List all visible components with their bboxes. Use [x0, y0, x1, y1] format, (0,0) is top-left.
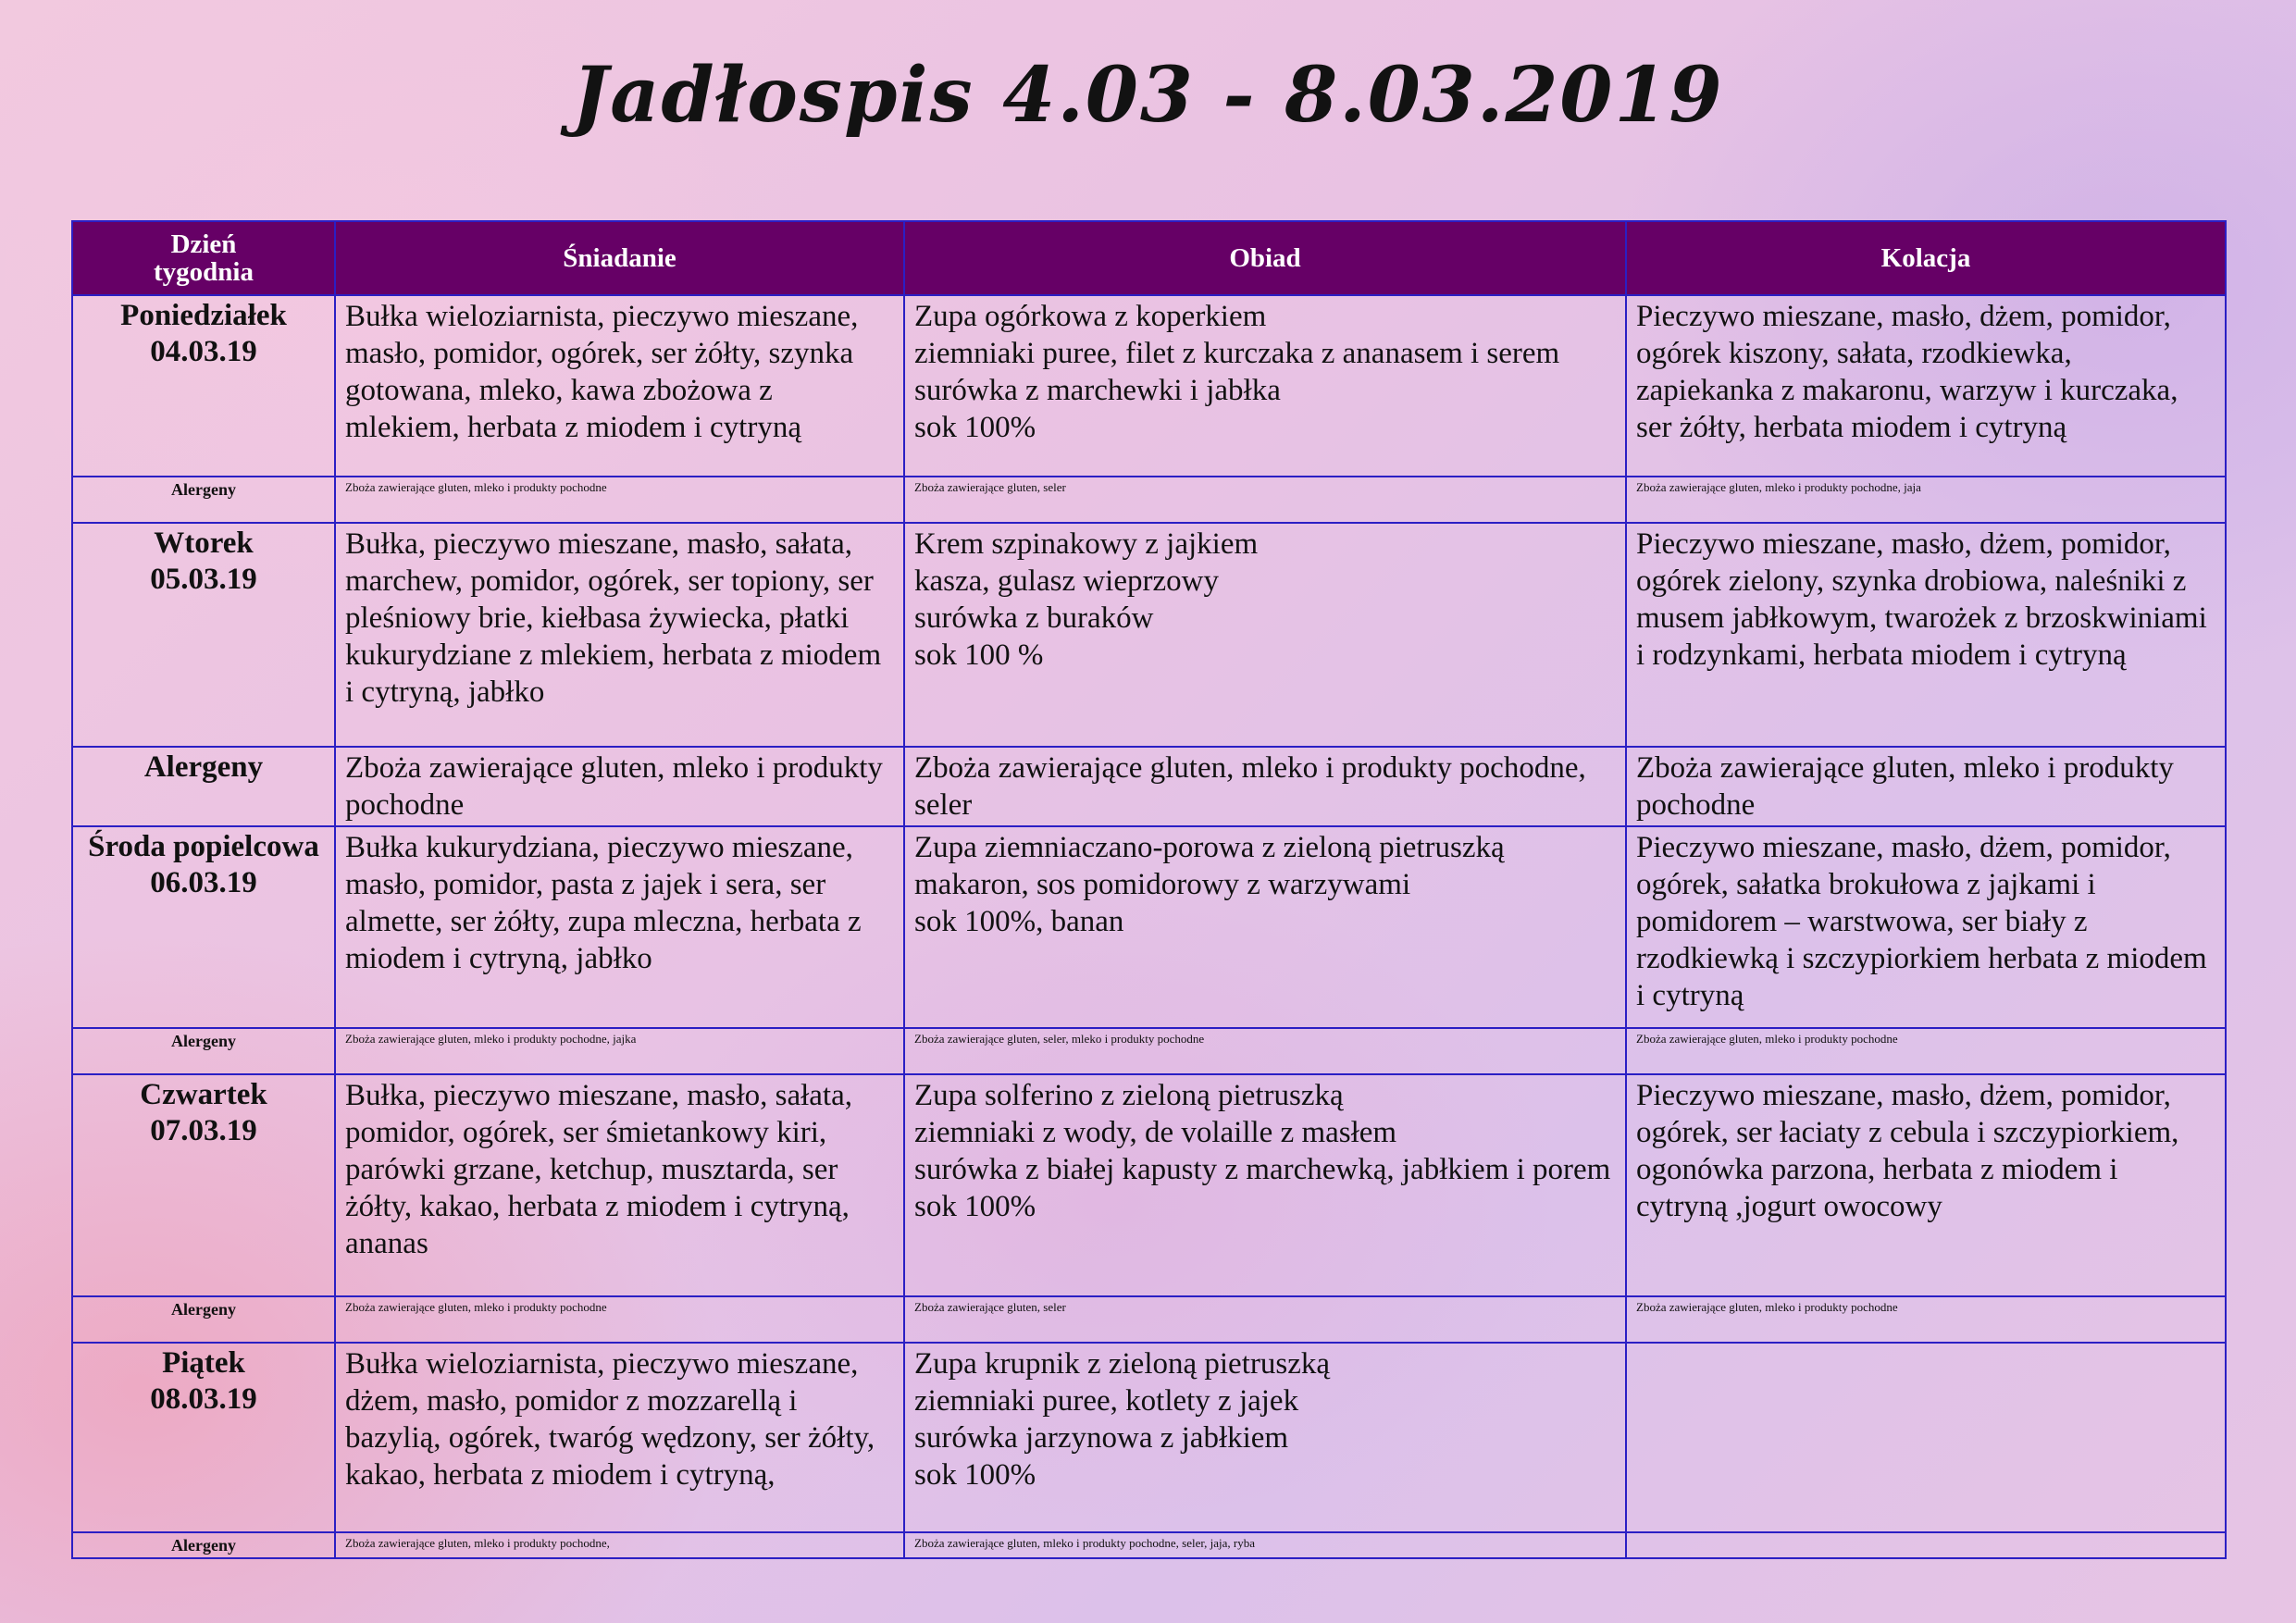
- day-date: 05.03.19: [150, 563, 257, 596]
- allergen-dinner: Zboża zawierające gluten, mleko i produkty pochodne, jaja: [1626, 477, 2226, 523]
- allergen-breakfast: Zboża zawierające gluten, mleko i produkty pochodne,: [335, 1532, 904, 1558]
- day-cell: [72, 826, 335, 1028]
- day-name: Piątek: [162, 1346, 245, 1380]
- lunch-item: ziemniaki puree, kotlety z jajek: [914, 1384, 1299, 1418]
- breakfast-cell: Bułka kukurydziana, pieczywo mieszane, masło, pomidor, pasta z jajek i sera, ser almette, ser żółty, zupa mleczna, herbata z miodem i cytryną, jabłko: [335, 826, 904, 1028]
- header-day-line2: tygodnia: [154, 257, 254, 287]
- allergen-lunch: Zboża zawierające gluten, seler, mleko i produkty pochodne: [904, 1028, 1626, 1074]
- lunch-item: surówka z białej kapusty z marchewką, jabłkiem i porem: [914, 1153, 1611, 1186]
- lunch-item: Zupa solferino z zieloną pietruszką: [914, 1079, 1344, 1112]
- allergen-lunch: Zboża zawierające gluten, seler: [904, 477, 1626, 523]
- allergen-breakfast: Zboża zawierające gluten, mleko i produkty pochodne: [335, 1296, 904, 1343]
- lunch-item: surówka jarzynowa z jabłkiem: [914, 1421, 1289, 1455]
- meal-row-wednesday: [72, 826, 2226, 1028]
- lunch-cell: [904, 523, 1626, 747]
- lunch-item: sok 100%: [914, 411, 1036, 444]
- dinner-cell: [1626, 1343, 2226, 1532]
- allergen-dinner: Zboża zawierające gluten, mleko i produkty pochodne: [1626, 1028, 2226, 1074]
- lunch-item: Zupa krupnik z zieloną pietruszką: [914, 1347, 1330, 1381]
- allergen-label: Alergeny: [72, 1532, 335, 1558]
- allergen-label: Alergeny: [72, 747, 335, 826]
- lunch-item: Krem szpinakowy z jajkiem: [914, 527, 1259, 561]
- lunch-item: sok 100%: [914, 1458, 1036, 1492]
- allergen-row-thursday: [72, 1296, 2226, 1343]
- header-lunch: Obiad: [904, 221, 1626, 295]
- lunch-item: sok 100%: [914, 1190, 1036, 1223]
- allergen-breakfast: Zboża zawierające gluten, mleko i produkty pochodne: [335, 747, 904, 826]
- allergen-dinner: Zboża zawierające gluten, mleko i produkty pochodne: [1626, 747, 2226, 826]
- allergen-breakfast: Zboża zawierające gluten, mleko i produkty pochodne: [335, 477, 904, 523]
- meal-row-friday: [72, 1343, 2226, 1532]
- day-cell: [72, 1074, 335, 1296]
- allergen-dinner: [1626, 1532, 2226, 1558]
- lunch-item: surówka z buraków: [914, 601, 1154, 635]
- breakfast-cell: Bułka, pieczywo mieszane, masło, sałata, pomidor, ogórek, ser śmietankowy kiri, parówki grzane, ketchup, musztarda, ser żółty, kakao, herbata z miodem i cytryną, ananas: [335, 1074, 904, 1296]
- meal-row-thursday: [72, 1074, 2226, 1296]
- lunch-item: sok 100 %: [914, 638, 1044, 672]
- day-cell: [72, 295, 335, 477]
- header-row: [72, 221, 2226, 295]
- allergen-dinner: Zboża zawierające gluten, mleko i produkty pochodne: [1626, 1296, 2226, 1343]
- dinner-cell: Pieczywo mieszane, masło, dżem, pomidor, ogórek zielony, szynka drobiowa, naleśniki z musem jabłkowym, twarożek z brzoskwiniami i rodzynkami, herbata miodem i cytryną: [1626, 523, 2226, 747]
- allergen-lunch: Zboża zawierające gluten, seler: [904, 1296, 1626, 1343]
- allergen-label: Alergeny: [72, 1296, 335, 1343]
- lunch-item: Zupa ogórkowa z koperkiem: [914, 300, 1267, 333]
- header-dinner: Kolacja: [1626, 221, 2226, 295]
- allergen-row-friday: [72, 1532, 2226, 1558]
- day-name: Środa popielcowa: [88, 830, 319, 863]
- day-cell: [72, 1343, 335, 1532]
- allergen-lunch: Zboża zawierające gluten, mleko i produkty pochodne, seler, jaja, ryba: [904, 1532, 1626, 1558]
- dinner-cell: Pieczywo mieszane, masło, dżem, pomidor, ogórek kiszony, sałata, rzodkiewka, zapiekanka z makaronu, warzyw i kurczaka, ser żółty, herbata miodem i cytryną: [1626, 295, 2226, 477]
- day-name: Wtorek: [154, 527, 254, 560]
- breakfast-cell: Bułka, pieczywo mieszane, masło, sałata, marchew, pomidor, ogórek, ser topiony, ser pleśniowy brie, kiełbasa żywiecka, płatki kukurydziane z mlekiem, herbata z miodem i cytryną, jabłko: [335, 523, 904, 747]
- header-day: [72, 221, 335, 295]
- lunch-cell: [904, 826, 1626, 1028]
- allergen-row-monday: [72, 477, 2226, 523]
- lunch-cell: [904, 1074, 1626, 1296]
- allergen-lunch: Zboża zawierające gluten, mleko i produkty pochodne, seler: [904, 747, 1626, 826]
- day-date: 08.03.19: [150, 1382, 257, 1416]
- header-day-line1: Dzień: [170, 229, 237, 259]
- day-name: Czwartek: [140, 1078, 267, 1111]
- day-name: Poniedziałek: [120, 299, 287, 332]
- page-title: Jadłospis 4.03 - 8.03.2019: [572, 51, 1724, 140]
- allergen-breakfast: Zboża zawierające gluten, mleko i produkty pochodne, jajka: [335, 1028, 904, 1074]
- day-cell: [72, 523, 335, 747]
- breakfast-cell: Bułka wieloziarnista, pieczywo mieszane, masło, pomidor, ogórek, ser żółty, szynka gotowana, mleko, kawa zbożowa z mlekiem, herbata z miodem i cytryną: [335, 295, 904, 477]
- lunch-cell: [904, 1343, 1626, 1532]
- allergen-row-tuesday: [72, 747, 2226, 826]
- lunch-item: Zupa ziemniaczano-porowa z zieloną pietruszką: [914, 831, 1505, 864]
- lunch-item: ziemniaki z wody, de volaille z masłem: [914, 1116, 1397, 1149]
- meal-row-tuesday: [72, 523, 2226, 747]
- allergen-label: Alergeny: [72, 1028, 335, 1074]
- breakfast-cell: Bułka wieloziarnista, pieczywo mieszane, dżem, masło, pomidor z mozzarellą i bazylią, ogórek, twaróg wędzony, ser żółty, kakao, herbata z miodem i cytryną,: [335, 1343, 904, 1532]
- lunch-item: surówka z marchewki i jabłka: [914, 374, 1281, 407]
- day-date: 06.03.19: [150, 866, 257, 899]
- lunch-item: kasza, gulasz wieprzowy: [914, 564, 1219, 598]
- day-date: 07.03.19: [150, 1114, 257, 1147]
- menu-table: [71, 220, 2227, 1559]
- lunch-item: ziemniaki puree, filet z kurczaka z ananasem i serem: [914, 337, 1560, 370]
- lunch-item: makaron, sos pomidorowy z warzywami: [914, 868, 1411, 901]
- lunch-cell: [904, 295, 1626, 477]
- lunch-item: sok 100%, banan: [914, 905, 1124, 938]
- meal-row-monday: [72, 295, 2226, 477]
- day-date: 04.03.19: [150, 335, 257, 368]
- allergen-row-wednesday: [72, 1028, 2226, 1074]
- allergen-label: Alergeny: [72, 477, 335, 523]
- dinner-cell: Pieczywo mieszane, masło, dżem, pomidor, ogórek, ser łaciaty z cebula i szczypiorkiem, ogonówka parzona, herbata z miodem i cytryną ,jogurt owocowy: [1626, 1074, 2226, 1296]
- header-breakfast: Śniadanie: [335, 221, 904, 295]
- dinner-cell: Pieczywo mieszane, masło, dżem, pomidor, ogórek, sałatka brokułowa z jajkami i pomidorem – warstwowa, ser biały z rzodkiewką i szczypiorkiem herbata z miodem i cytryną: [1626, 826, 2226, 1028]
